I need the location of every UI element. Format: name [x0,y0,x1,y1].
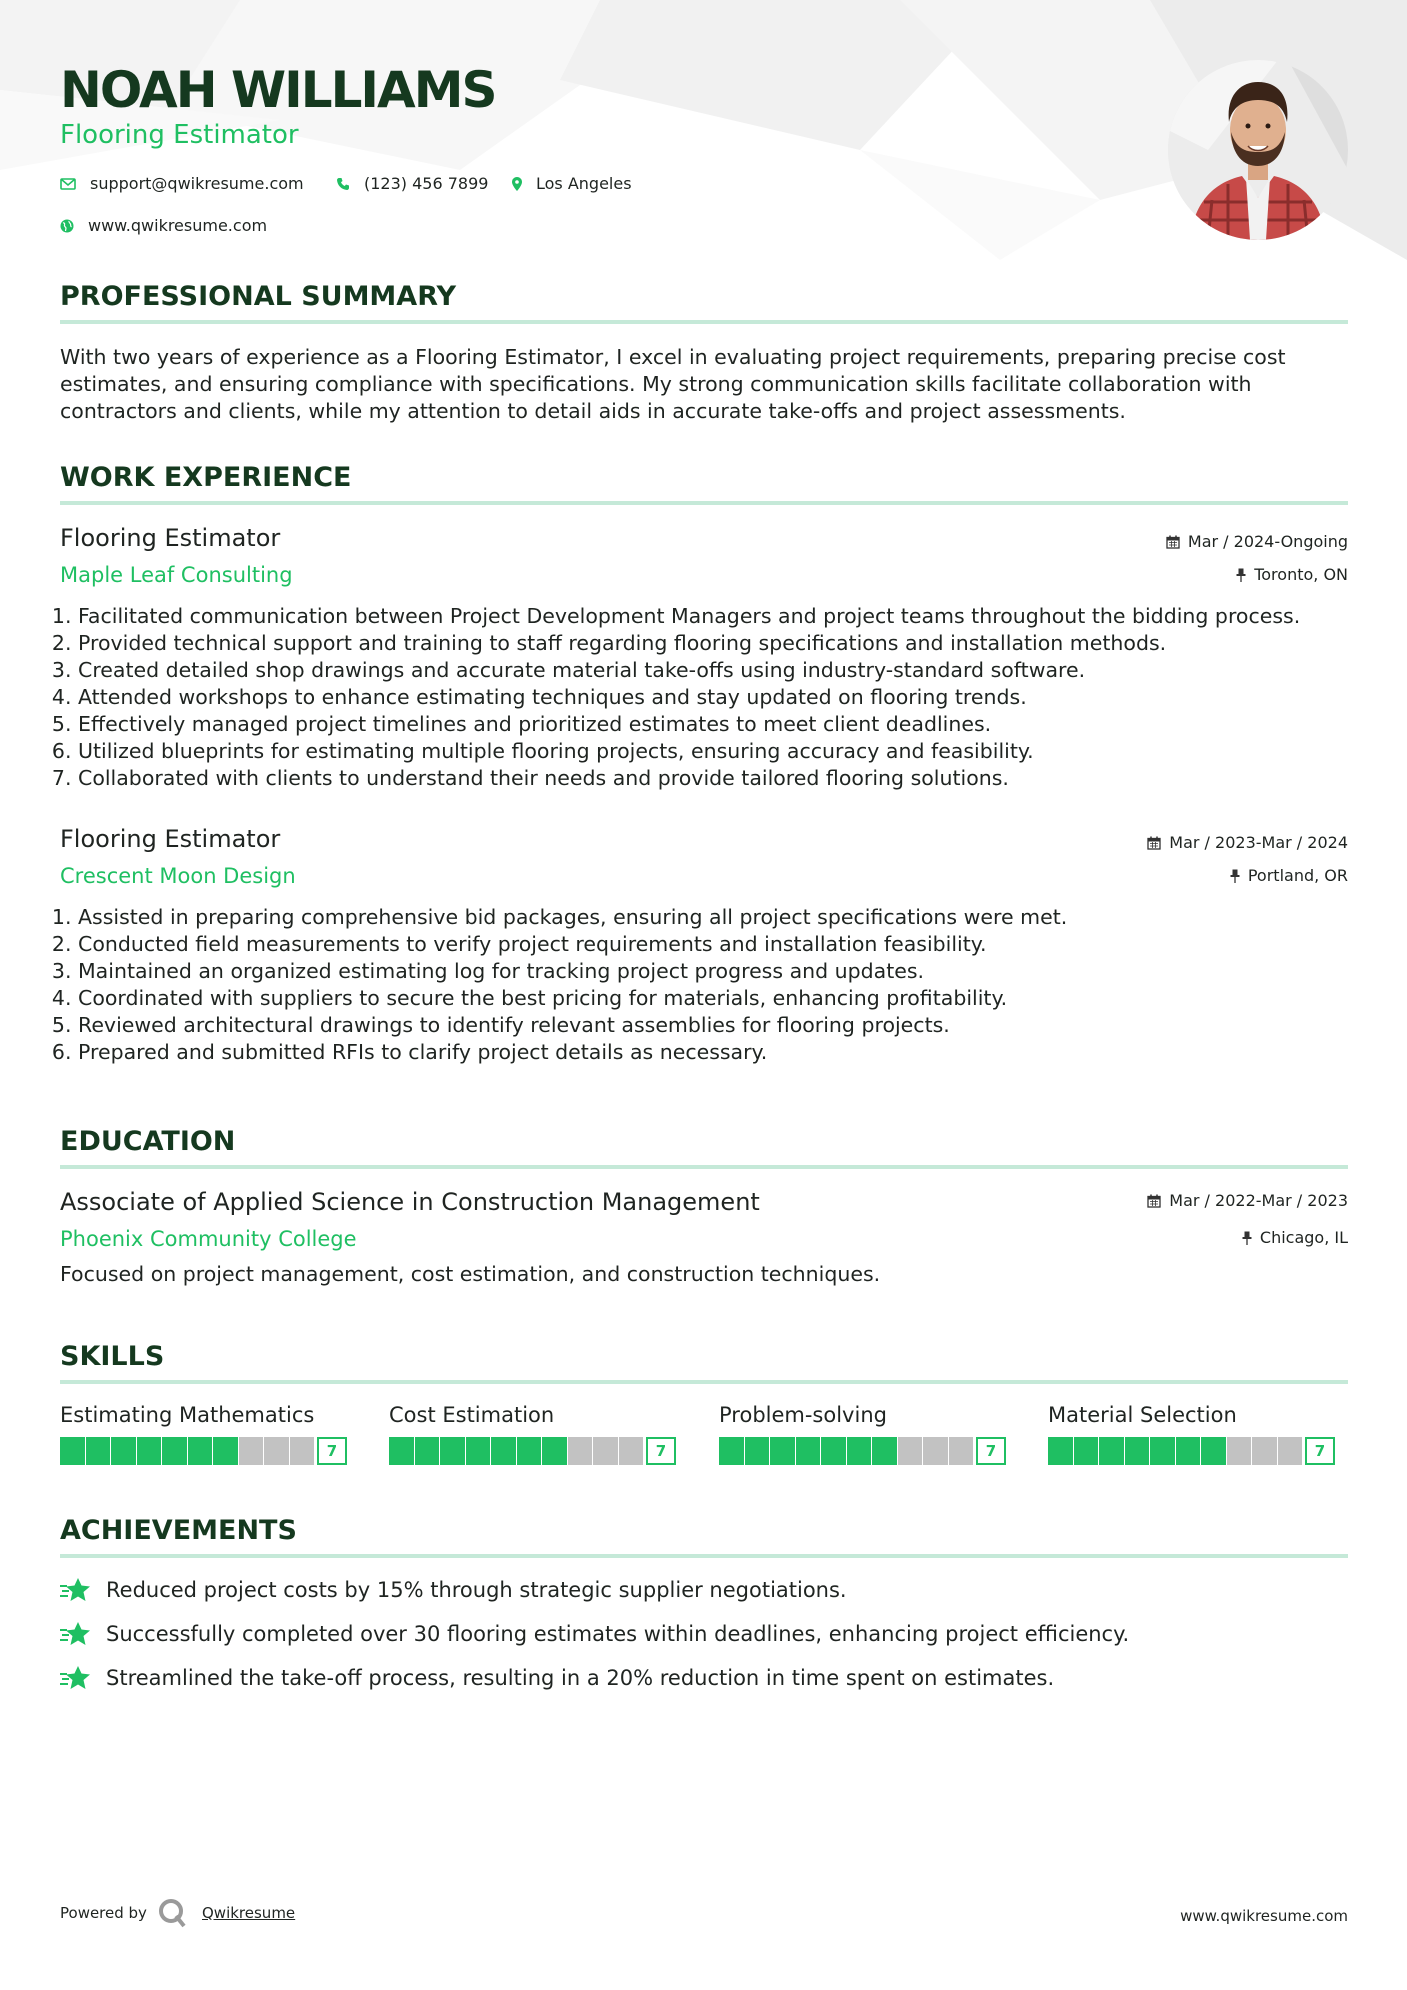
list-item-text: Utilized blueprints for estimating multiple flooring projects, ensuring accuracy and feasibility. [78,739,1034,763]
candidate-name: NOAH WILLIAMS [60,61,496,119]
list-item: 5. Effectively managed project timelines and prioritized estimates to meet client deadlines. [51,712,992,736]
qwikresume-logo-icon [158,1898,186,1928]
list-item-text: Assisted in preparing comprehensive bid packages, ensuring all project specifications were met. [78,905,1068,929]
email-icon [60,178,76,190]
profile-photo [1168,60,1348,240]
skill-bar-segment-filled [213,1437,238,1465]
contact-website[interactable] [60,215,267,237]
skill-bar-segment-filled [1074,1437,1099,1465]
section-divider [60,1165,1348,1169]
section-divider [60,1380,1348,1384]
skill-bar-segment-empty [949,1437,974,1465]
section-title-skills: SKILLS [60,1341,165,1372]
education-degree: Associate of Applied Science in Construction Management [60,1188,760,1216]
skill-bar-segment-filled [188,1437,213,1465]
pushpin-icon [1230,869,1240,883]
list-item: 7. Collaborated with clients to understand their needs and provide tailored flooring solutions. [51,766,1009,790]
achievement-item [60,1619,1129,1649]
skill-bar-segment-empty [1252,1437,1277,1465]
job-location-text: Toronto, ON [1254,565,1348,584]
skill-bar-segment-empty [264,1437,289,1465]
skill-bar-segment-empty [923,1437,948,1465]
achievement-text: Streamlined the take-off process, resulting in a 20% reduction in time spent on estimates. [106,1666,1055,1690]
skill-level-badge: 7 [646,1437,676,1465]
footer-powered-by: Powered by [60,1904,147,1922]
job-bullet-list [50,904,1350,1066]
summary-line: With two years of experience as a Flooring Estimator, I excel in evaluating project requirements, preparing precise cost [60,345,1286,369]
skill-bar-segment-filled [1150,1437,1175,1465]
job-dates-text: Mar / 2023-Mar / 2024 [1169,833,1348,852]
education-dates [1147,1190,1348,1212]
education-location [1242,1227,1348,1249]
skill-bar [719,1437,1006,1465]
skill-bar-segment-filled [745,1437,770,1465]
skill-bar-segment-empty [239,1437,264,1465]
list-item: 4. Attended workshops to enhance estimating techniques and stay updated on flooring trends. [51,685,1027,709]
skill-bar-segment-filled [389,1437,414,1465]
education-school: Phoenix Community College [60,1227,357,1251]
job-location [1230,865,1348,887]
skill-bar-segment-empty [290,1437,315,1465]
skill-name: Problem-solving [719,1403,887,1427]
job-company: Maple Leaf Consulting [60,563,293,587]
location-text: Los Angeles [536,174,632,193]
skill-item [389,1400,676,1465]
calendar-icon [1166,535,1180,549]
star-achievement-icon [60,1577,92,1603]
contact-email[interactable] [60,173,304,195]
skill-bar-segment-filled [1125,1437,1150,1465]
skill-bar-segment-filled [1099,1437,1124,1465]
skill-name: Material Selection [1048,1403,1237,1427]
summary-line: estimates, and ensuring compliance with specifications. My strong communication skills facilitate collaboration with [60,372,1252,396]
list-item: 3. Maintained an organized estimating log for tracking project progress and updates. [51,959,925,983]
list-item-text: Collaborated with clients to understand their needs and provide tailored flooring solutions. [78,766,1009,790]
skill-bar-segment-filled [162,1437,187,1465]
list-item-text: Conducted field measurements to verify project requirements and installation feasibility. [78,932,987,956]
globe-icon [60,219,74,233]
job-location-text: Portland, OR [1247,866,1348,885]
job-company: Crescent Moon Design [60,864,296,888]
skill-bar-segment-filled [466,1437,491,1465]
skill-name: Cost Estimation [389,1403,555,1427]
skill-bar-segment-empty [619,1437,644,1465]
skill-item [719,1400,1006,1465]
skill-bar-segment-filled [872,1437,897,1465]
skill-bar-segment-empty [568,1437,593,1465]
footer-website-link[interactable]: www.qwikresume.com [1180,1907,1348,1925]
skill-bar-segment-empty [898,1437,923,1465]
list-item: 1. Assisted in preparing comprehensive bid packages, ensuring all project specifications were met. [51,905,1068,929]
phone-text: (123) 456 7899 [364,174,489,193]
pushpin-icon [1242,1231,1252,1245]
list-item: 2. Provided technical support and training to staff regarding flooring specifications and installation methods. [51,631,1167,655]
section-title-experience: WORK EXPERIENCE [60,462,352,493]
job-bullet-list [50,603,1350,792]
pushpin-icon [1236,568,1246,582]
skill-bar [60,1437,347,1465]
section-divider [60,501,1348,505]
list-item: 6. Prepared and submitted RFIs to clarify project details as necessary. [51,1040,768,1064]
list-item: 5. Reviewed architectural drawings to identify relevant assemblies for flooring projects. [51,1013,950,1037]
job-dates [1166,531,1348,553]
achievement-text: Successfully completed over 30 flooring estimates within deadlines, enhancing project efficiency. [106,1622,1130,1646]
list-item-text: Reviewed architectural drawings to identify relevant assemblies for flooring projects. [78,1013,950,1037]
skill-bar-segment-filled [137,1437,162,1465]
list-item: 6. Utilized blueprints for estimating multiple flooring projects, ensuring accuracy and feasibility. [51,739,1034,763]
email-text: support@qwikresume.com [90,174,304,193]
list-item: 1. Facilitated communication between Project Development Managers and project teams throughout the bidding process. [51,604,1301,628]
skill-bar-segment-filled [440,1437,465,1465]
skill-bar-segment-empty [1227,1437,1252,1465]
skill-bar-segment-empty [1278,1437,1303,1465]
skill-bar-segment-filled [1048,1437,1073,1465]
skill-bar-segment-filled [821,1437,846,1465]
candidate-title: Flooring Estimator [60,120,299,150]
list-item-text: Created detailed shop drawings and accurate material take-offs using industry-standard software. [78,658,1086,682]
summary-paragraph [60,344,1348,425]
skill-bar-segment-filled [1201,1437,1226,1465]
list-item: 2. Conducted field measurements to verify project requirements and installation feasibility. [51,932,987,956]
list-item-text: Coordinated with suppliers to secure the best pricing for materials, enhancing profitability. [78,986,1008,1010]
skill-bar-segment-filled [415,1437,440,1465]
skill-bar-segment-filled [770,1437,795,1465]
section-divider [60,320,1348,324]
skill-bar-segment-empty [593,1437,618,1465]
skill-bar-segment-filled [542,1437,567,1465]
profile-photo-illustration [1168,60,1348,240]
star-achievement-icon [60,1665,92,1691]
skill-bar-segment-filled [796,1437,821,1465]
footer-brand-link[interactable]: Qwikresume [202,1904,296,1922]
achievement-item [60,1663,1054,1693]
section-divider [60,1554,1348,1558]
education-description: Focused on project management, cost estimation, and construction techniques. [60,1262,881,1286]
job-title: Flooring Estimator [60,825,281,853]
achievement-item [60,1575,847,1605]
section-title-achievements: ACHIEVEMENTS [60,1515,297,1546]
list-item-text: Prepared and submitted RFIs to clarify project details as necessary. [78,1040,768,1064]
skill-bar-segment-filled [1176,1437,1201,1465]
skill-name: Estimating Mathematics [60,1403,315,1427]
section-title-education: EDUCATION [60,1126,236,1157]
list-item-text: Attended workshops to enhance estimating techniques and stay updated on flooring trends. [78,685,1027,709]
website-text: www.qwikresume.com [88,216,268,235]
skill-bar-segment-filled [491,1437,516,1465]
skill-bar-segment-filled [719,1437,744,1465]
job-dates-text: Mar / 2024-Ongoing [1187,532,1348,551]
education-dates-text: Mar / 2022-Mar / 2023 [1169,1191,1348,1210]
list-item-text: Maintained an organized estimating log for tracking project progress and updates. [78,959,925,983]
calendar-icon [1147,836,1161,850]
list-item: 3. Created detailed shop drawings and accurate material take-offs using industry-standard software. [51,658,1086,682]
skill-level-badge: 7 [976,1437,1006,1465]
skill-item [60,1400,347,1465]
education-location-text: Chicago, IL [1259,1228,1348,1247]
contact-phone[interactable] [336,173,488,195]
job-title: Flooring Estimator [60,524,281,552]
skill-bar-segment-filled [86,1437,111,1465]
skill-item [1048,1400,1335,1465]
list-item: 4. Coordinated with suppliers to secure the best pricing for materials, enhancing profitability. [51,986,1008,1010]
skill-bar-segment-filled [847,1437,872,1465]
skill-bar-segment-filled [60,1437,85,1465]
location-pin-icon [512,177,522,191]
contact-location [512,173,632,195]
list-item-text: Effectively managed project timelines and prioritized estimates to meet client deadlines. [78,712,992,736]
skill-level-badge: 7 [317,1437,347,1465]
achievement-text: Reduced project costs by 15% through strategic supplier negotiations. [106,1578,847,1602]
calendar-icon [1147,1194,1161,1208]
list-item-text: Facilitated communication between Project Development Managers and project teams throughout the bidding process. [78,604,1301,628]
skill-level-badge: 7 [1305,1437,1335,1465]
skill-bar-segment-filled [517,1437,542,1465]
job-dates [1147,832,1348,854]
section-title-summary: PROFESSIONAL SUMMARY [60,281,457,312]
skill-bar-segment-filled [111,1437,136,1465]
skill-bar [1048,1437,1335,1465]
list-item-text: Provided technical support and training to staff regarding flooring specifications and installation methods. [78,631,1167,655]
summary-line: contractors and clients, while my attention to detail aids in accurate take-offs and project assessments. [60,399,1126,423]
skill-bar [389,1437,676,1465]
job-location [1236,564,1348,586]
phone-icon [336,177,350,191]
star-achievement-icon [60,1621,92,1647]
